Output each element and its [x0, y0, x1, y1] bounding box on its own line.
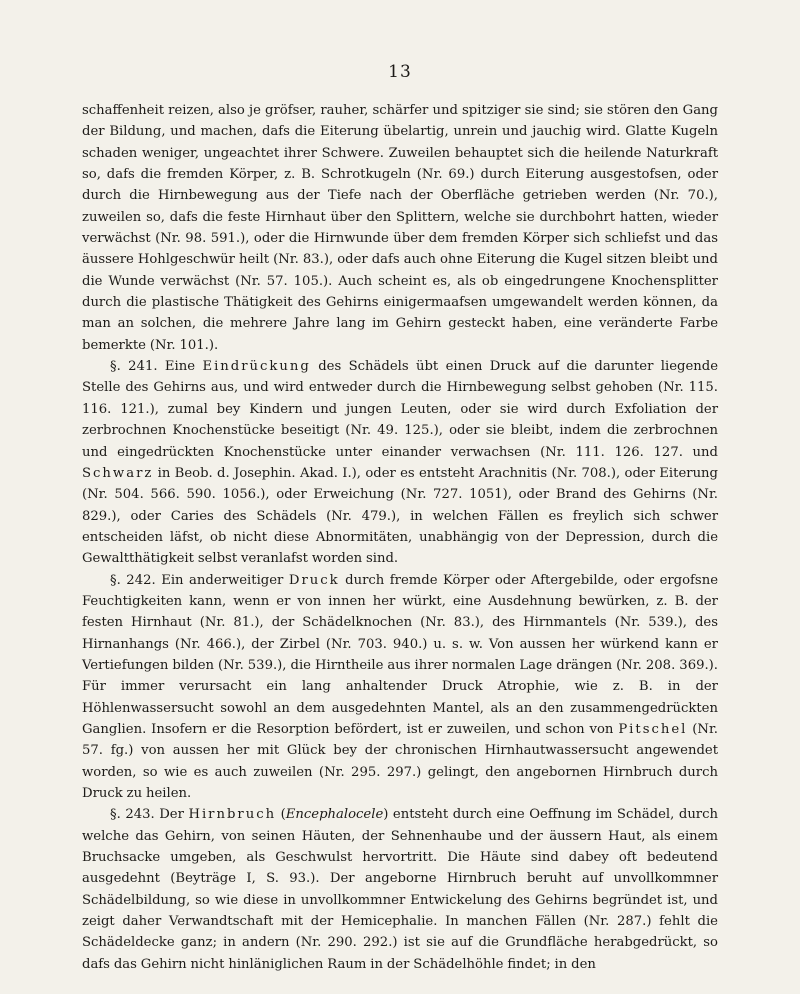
paragraph-section: [82, 804, 718, 975]
text-run: §. 242. Ein anderweitiger: [110, 572, 289, 588]
text-run: §. 243. Der: [110, 807, 189, 823]
text-run: schaffenheit reizen, also je gröfser, rauher, schärfer und spitziger sie sind; sie stören den Gang der Bildung, und machen, dafs die Eiterung übelartig, unrein und jauchig wird. Glatte Kugeln schaden weniger, ungeachtet ihrer Schwere. Zuweilen behauptet sich die heilende Naturkraft so, dafs die fremden Körper, z. B. Schrotkugeln (Nr. 69.) durch Eiterung ausgestofsen, oder durch die Hirnbewegung aus der Tiefe nach der Oberfläche getrieben werden (Nr. 70.), zuweilen so, dafs die feste Hirnhaut über den Splittern, welche sie durchbohrt hatten, wieder verwächst (Nr. 98. 591.), oder die Hirnwunde über dem fremden Körper sich schliefst und das äussere Hohlgeschwür heilt (Nr. 83.), oder dafs auch ohne Eiterung die Kugel sitzen bleibt und die Wunde verwächst (Nr. 57. 105.). Auch scheint es, als ob eingedrungene Knochensplitter durch die plastische Thätigkeit des Gehirns einigermaafsen umgewandelt werden können, da man an solchen, die mehrere Jahre lang im Gehirn gesteckt haben, eine veränderte Farbe bemerkte (Nr. 101.).: [82, 103, 718, 353]
text-run: durch fremde Körper oder Aftergebilde, oder ergofsne Feuchtigkeiten kann, wenn er von innen her würkt, eine Ausdehnung bewürken, z. B. der festen Hirnhaut (Nr. 81.), der Schädelknochen (Nr. 83.), des Hirnmantels (Nr. 539.), des Hirnanhangs (Nr. 466.), der Zirbel (Nr. 703. 940.) u. s. w. Von aussen her würkend kann er Vertiefungen bilden (Nr. 539.), die Hirntheile aus ihrer normalen Lage drängen (Nr. 208. 369.). Für immer verursacht ein lang anhaltender Druck Atrophie, wie z. B. in der Höhlenwassersucht sowohl an dem ausgedehnten Mantel, als an den zusammengedrückten Ganglien. Insofern er die Resorption befördert, ist er zuweilen, und schon von: [82, 572, 718, 737]
body-text: [82, 100, 718, 975]
text-run: (: [276, 807, 286, 823]
paragraph-section: [82, 570, 718, 805]
text-spaced: Druck: [288, 572, 340, 588]
text-spaced: Eindrückung: [202, 359, 311, 375]
page-number: 13: [388, 62, 412, 82]
text-run: §. 241. Eine: [110, 359, 203, 375]
text-spaced: Pitschel: [618, 721, 688, 737]
paragraph-continuation: [82, 100, 718, 356]
text-run: des Schädels übt einen Druck auf die darunter liegende Stelle des Gehirns aus, und wird entweder durch die Hirnbewegung selbst gehoben (Nr. 115. 116. 121.), zumal bey Kindern und jungen Leuten, oder sie wird durch Exfoliation der zerbrochnen Knochenstücke beseitigt (Nr. 49. 125.), oder sie bleibt, indem die zerbrochnen und eingedrückten Knochenstücke unter einander verwachsen (Nr. 111. 126. 127. und: [82, 359, 718, 460]
text-run: (Nr. 57. fg.) von aussen her mit Glück bey der chronischen Hirnhautwassersucht angewendet worden, so wie es auch zuweilen (Nr. 295. 297.) gelingt, den angebornen Hirnbruch durch Druck zu heilen.: [82, 721, 719, 801]
paragraph-section: [82, 356, 718, 569]
text-run: ) entsteht durch eine Oeffnung im Schädel, durch welche das Gehirn, von seinen Häuten, der Sehnenhaube und der äussern Haut, als einem Bruchsacke umgeben, als Geschwulst hervortritt. Die Häute sind dabey oft bedeutend ausgedehnt (Beyträge I, S. 93.). Der angeborne Hirnbruch beruht auf unvollkommner Schädelbildung, so wie diese in unvollkommner Entwickelung des Gehirns begründet ist, und zeigt daher Verwandtschaft mit der Hemicephalie. In manchen Fällen (Nr. 287.) fehlt die Schädeldecke ganz; in andern (Nr. 290. 292.) ist sie auf die Grundfläche herabgedrückt, so dafs das Gehirn nicht hinläniglichen Raum in der Schädelhöhle findet; in den: [82, 807, 718, 972]
text-spaced: Schwarz: [82, 465, 154, 481]
text-spaced: Hirnbruch: [188, 807, 277, 823]
text-italic: Encephalocele: [285, 807, 384, 823]
text-run: in Beob. d. Josephin. Akad. I.), oder es entsteht Arachnitis (Nr. 708.), oder Eiterung (Nr. 504. 566. 590. 1056.), oder Erweichung (Nr. 727. 1051), oder Brand des Gehirns (Nr. 829.), oder Caries des Schädels (Nr. 479.), in welchen Fällen es freylich sich schwer entscheiden läfst, ob nicht diese Abnormitäten, unabhängig von der Depression, durch die Gewaltthätigkeit selbst veranlafst worden sind.: [82, 465, 718, 567]
